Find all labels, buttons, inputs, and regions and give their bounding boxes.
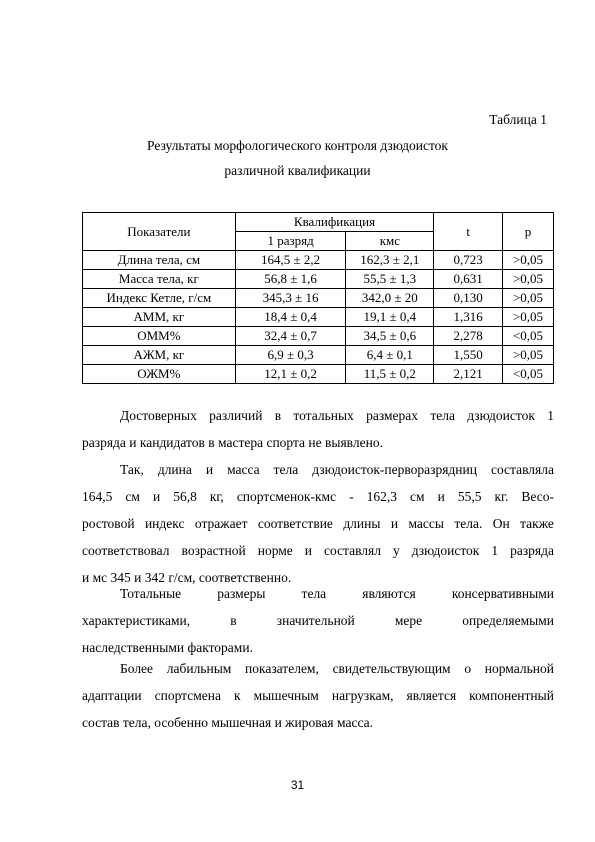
table-row [83,270,554,289]
paragraph-line: Тотальные размеры тела являются консервативными [120,586,554,601]
cell-t: 2,121 [434,365,503,384]
results-table [82,212,554,384]
paragraph-line: Достоверных различий в тотальных размерах тела дзюдоисток 1 [120,408,554,423]
cell-kms: 55,5 ± 1,3 [346,270,434,289]
cell-kms: 19,1 ± 0,4 [346,308,434,327]
cell-kms: 342,0 ± 20 [346,289,434,308]
cell-indicator: Индекс Кетле, г/см [83,289,236,308]
cell-grade1: 164,5 ± 2,2 [235,251,346,270]
header-qualification: Квалификация [235,213,434,232]
paragraph-1 [82,402,554,456]
cell-t: 1,316 [434,308,503,327]
cell-p: >0,05 [503,289,554,308]
paragraph-3 [82,580,554,661]
paragraph-line: разряда и кандидатов в мастера спорта не выявлено. [82,435,383,450]
cell-kms: 11,5 ± 0,2 [346,365,434,384]
cell-t: 0,631 [434,270,503,289]
table-row [83,346,554,365]
cell-grade1: 12,1 ± 0,2 [235,365,346,384]
paragraph-line: адаптации спортсмена к мышечным нагрузкам, является компонентный [82,688,554,703]
cell-kms: 6,4 ± 0,1 [346,346,434,365]
cell-t: 0,130 [434,289,503,308]
cell-p: <0,05 [503,365,554,384]
paragraph-line: и мс 345 и 342 г/см, соответственно. [82,570,292,585]
paragraph-line: наследственными факторами. [82,640,253,655]
table-caption: Таблица 1 [489,112,547,127]
header-indicators: Показатели [83,213,236,251]
header-p: p [503,213,554,251]
paragraph-line: характеристиками, в значительной мере определяемыми [82,613,554,628]
paragraph-line: состав тела, особенно мышечная и жировая масса. [82,715,373,730]
cell-indicator: Масса тела, кг [83,270,236,289]
cell-indicator: АЖМ, кг [83,346,236,365]
cell-grade1: 6,9 ± 0,3 [235,346,346,365]
header-grade1: 1 разряд [235,232,346,251]
paragraph-line: 164,5 см и 56,8 кг, спортсменок-кмс - 162,3 см и 55,5 кг. Весо- [82,489,554,504]
cell-grade1: 32,4 ± 0,7 [235,327,346,346]
results-table-body [83,251,554,384]
paragraph-line: ростовой индекс отражает соответствие длины и массы тела. Он также [82,516,554,531]
header-t: t [434,213,503,251]
table-row [83,308,554,327]
cell-kms: 34,5 ± 0,6 [346,327,434,346]
cell-grade1: 18,4 ± 0,4 [235,308,346,327]
paragraph-line: соответствовал возрастной норме и составлял у дзюдоисток 1 разряда [82,543,554,558]
cell-p: >0,05 [503,308,554,327]
page-number: 31 [290,778,305,792]
table-row [83,251,554,270]
table-row [83,327,554,346]
cell-kms: 162,3 ± 2,1 [346,251,434,270]
cell-grade1: 345,3 ± 16 [235,289,346,308]
paragraph-2 [82,456,554,591]
cell-indicator: ОММ% [83,327,236,346]
cell-indicator: АММ, кг [83,308,236,327]
paragraph-line: Так, длина и масса тела дзюдоисток-перворазрядниц составляла [120,462,554,477]
cell-grade1: 56,8 ± 1,6 [235,270,346,289]
table-row [83,365,554,384]
cell-p: <0,05 [503,327,554,346]
cell-indicator: ОЖМ% [83,365,236,384]
cell-p: >0,05 [503,251,554,270]
paragraph-4 [82,655,554,736]
cell-t: 0,723 [434,251,503,270]
cell-p: >0,05 [503,270,554,289]
cell-p: >0,05 [503,346,554,365]
header-kms: кмс [346,232,434,251]
cell-t: 2,278 [434,327,503,346]
cell-indicator: Длина тела, см [83,251,236,270]
cell-t: 1,550 [434,346,503,365]
table-title-line-2: различной квалификации [224,163,371,178]
paragraph-line: Более лабильным показателем, свидетельствующим о нормальной [120,661,554,676]
table-title-line-1: Результаты морфологического контроля дзюдоисток [147,138,448,153]
table-row [83,289,554,308]
